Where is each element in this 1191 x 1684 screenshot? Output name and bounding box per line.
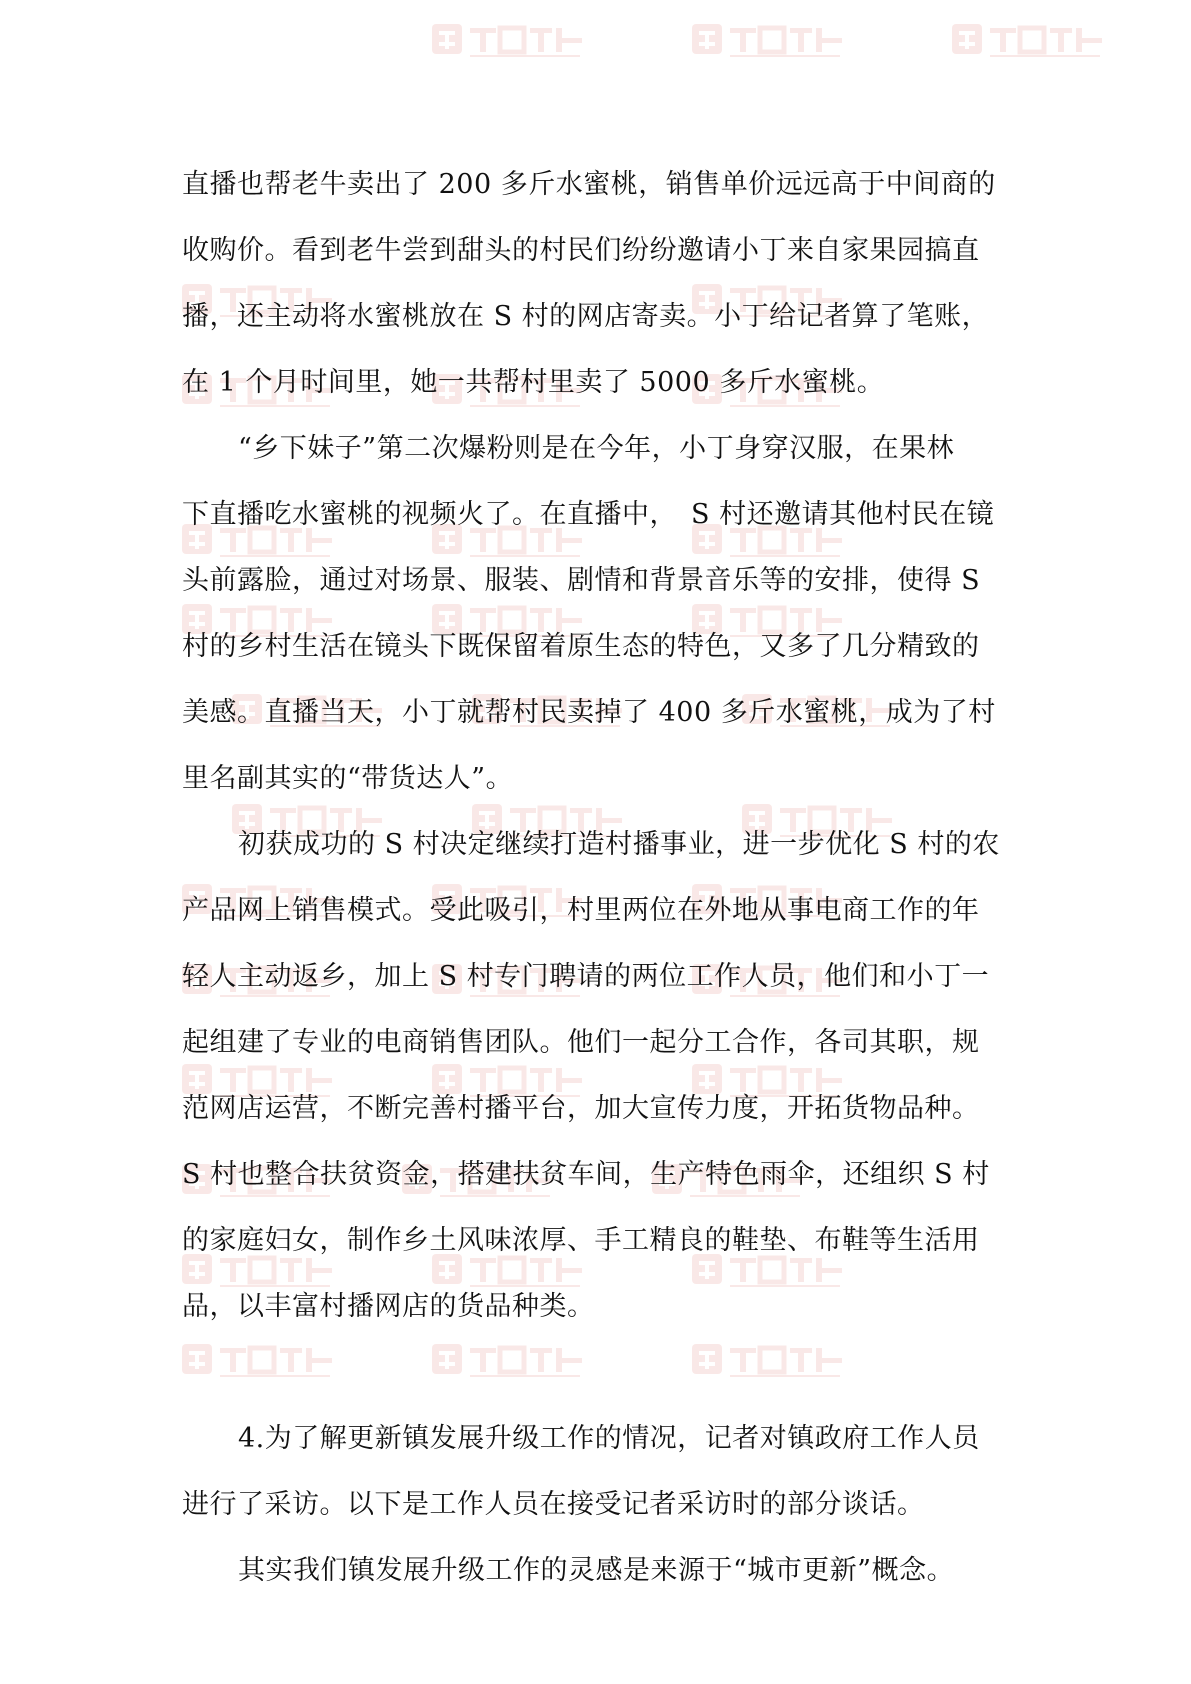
text-line: 进行了采访。以下是工作人员在接受记者采访时的部分谈话。 <box>182 1489 925 1520</box>
text-line: 产品网上销售模式。受此吸引，村里两位在外地从事电商工作的年 <box>182 895 980 926</box>
paragraph <box>182 152 1012 416</box>
text-line: 品，以丰富村播网店的货品种类。 <box>182 1291 595 1322</box>
paragraph <box>182 1538 1012 1604</box>
text-line: “乡下妹子”第二次爆粉则是在今年，小丁身穿汉服，在果林 <box>238 433 955 464</box>
text-line: 收购价。看到老牛尝到甜头的村民们纷纷邀请小丁来自家果园搞直 <box>182 235 980 266</box>
text-line: 范网店运营，不断完善村播平台，加大宣传力度，开拓货物品种。 <box>182 1093 980 1124</box>
paragraph <box>182 812 1012 1340</box>
watermark-logo-icon <box>690 20 850 60</box>
text-line: 4.为了解更新镇发展升级工作的情况，记者对镇政府工作人员 <box>238 1423 980 1454</box>
text-line: 轻人主动返乡，加上 S 村专门聘请的两位工作人员，他们和小丁一 <box>182 961 990 992</box>
text-line: 的家庭妇女，制作乡土风味浓厚、手工精良的鞋垫、布鞋等生活用 <box>182 1225 980 1256</box>
watermark-logo-icon <box>430 20 590 60</box>
text-line: 村的乡村生活在镜头下既保留着原生态的特色，又多了几分精致的 <box>182 631 980 662</box>
text-line: 播，还主动将水蜜桃放在 S 村的网店寄卖。小丁给记者算了笔账， <box>182 301 990 332</box>
text-line: 其实我们镇发展升级工作的灵感是来源于“城市更新”概念。 <box>238 1555 955 1586</box>
document-body <box>182 152 1012 1604</box>
text-line: 初获成功的 S 村决定继续打造村播事业，进一步优化 S 村的农 <box>238 829 1000 860</box>
text-line: 起组建了专业的电商销售团队。他们一起分工合作，各司其职，规 <box>182 1027 980 1058</box>
text-line: 在 1 个月时间里，她一共帮村里卖了 5000 多斤水蜜桃。 <box>182 367 885 398</box>
text-line: 下直播吃水蜜桃的视频火了。在直播中， S 村还邀请其他村民在镜 <box>182 499 995 530</box>
paragraph <box>182 416 1012 812</box>
paragraph-spacer <box>182 1340 1012 1406</box>
text-line: 直播也帮老牛卖出了 200 多斤水蜜桃，销售单价远远高于中间商的 <box>182 169 996 200</box>
watermark-logo-icon <box>950 20 1110 60</box>
text-line: 里名副其实的“带货达人”。 <box>182 763 514 794</box>
text-line: 美感。直播当天，小丁就帮村民卖掉了 400 多斤水蜜桃，成为了村 <box>182 697 996 728</box>
paragraph <box>182 1406 1012 1538</box>
text-line: S 村也整合扶贫资金，搭建扶贫车间，生产特色雨伞，还组织 S 村 <box>182 1159 990 1190</box>
text-line: 头前露脸，通过对场景、服装、剧情和背景音乐等的安排，使得 S <box>182 565 981 596</box>
